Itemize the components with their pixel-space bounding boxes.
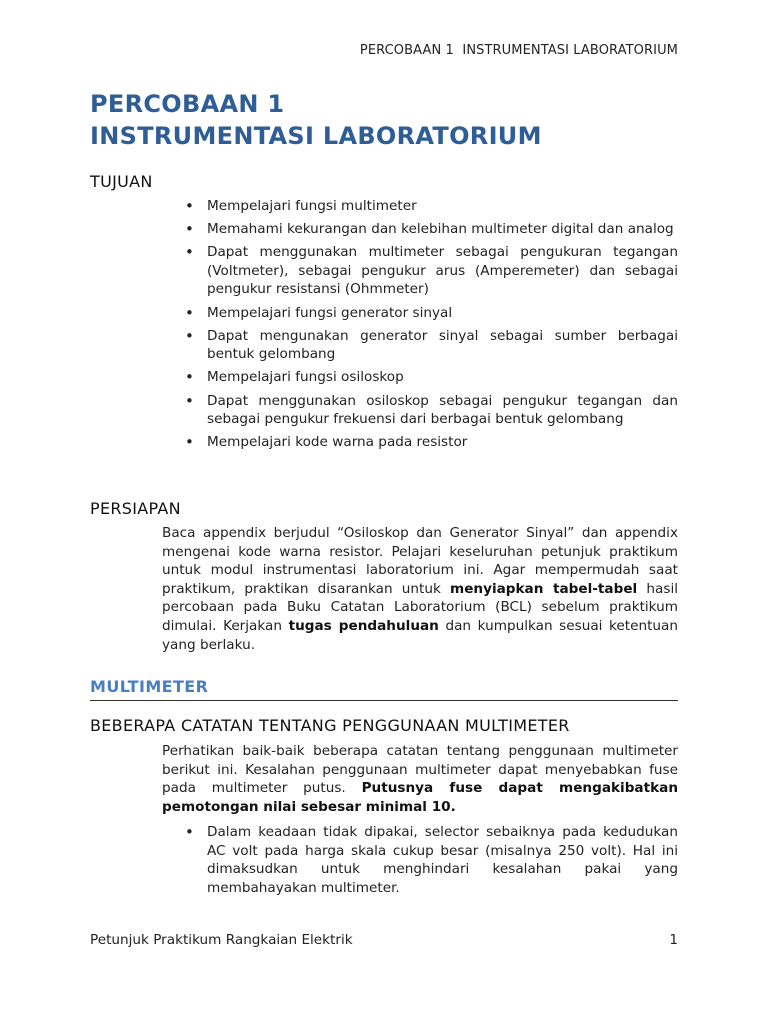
list-item: • Mempelajari fungsi generator sinyal — [183, 304, 678, 323]
multimeter-intro-paragraph — [162, 742, 678, 816]
title-line-2: INSTRUMENTASI LABORATORIUM — [90, 122, 542, 150]
multimeter-intro-bold: Putusnya fuse dapat mengakibatkan pemotongan nilai sebesar minimal 10. — [162, 780, 678, 815]
list-item: • Dalam keadaan tidak dipakai, selector sebaiknya pada kedudukan AC volt pada harga skala cukup besar (misalnya 250 volt). Hal ini dimaksudkan untuk menghindari kesalahan pakai yang membahayakan multimeter. — [183, 823, 678, 897]
tujuan-heading: TUJUAN — [90, 172, 153, 191]
section-divider — [90, 700, 678, 701]
persiapan-text-1: Baca appendix berjudul “Osiloskop dan Generator Sinyal” dan appendix mengenai kode warna resistor. Pelajari keseluruhan petunjuk praktikum untuk modul instrumentasi laboratorium ini. Agar mempermudah saat praktikum, praktikan disarankan untuk — [162, 525, 678, 597]
persiapan-text-2: hasil percobaan pada Buku Catatan Laboratorium (BCL) sebelum praktikum dimulai. Kerjakan — [162, 580, 678, 634]
multimeter-intro-text: Perhatikan baik-baik beberapa catatan tentang penggunaan multimeter berikut ini. Kesalahan penggunaan multimeter dapat menyebabkan fuse pada multimeter putus. — [162, 743, 678, 797]
persiapan-bold-2: tugas pendahuluan — [288, 617, 439, 634]
page-title — [90, 88, 690, 152]
list-item: • Memahami kekurangan dan kelebihan multimeter digital dan analog — [183, 220, 678, 239]
list-item: • Mempelajari kode warna pada resistor — [183, 433, 678, 452]
multimeter-subheading: BEBERAPA CATATAN TENTANG PENGGUNAAN MULTIMETER — [90, 716, 570, 735]
persiapan-heading: PERSIAPAN — [90, 499, 181, 518]
persiapan-paragraph — [162, 524, 678, 654]
persiapan-text-3: dan kumpulkan sesuai ketentuan yang berlaku. — [162, 617, 678, 653]
list-item: • Dapat mengunakan generator sinyal sebagai sumber berbagai bentuk gelombang — [183, 327, 678, 364]
multimeter-notes-list — [183, 823, 678, 897]
list-item: • Mempelajari fungsi multimeter — [183, 197, 678, 216]
page-number: 1 — [669, 932, 678, 948]
multimeter-section-title: MULTIMETER — [90, 677, 209, 696]
footer-title: Petunjuk Praktikum Rangkaian Elektrik — [90, 932, 353, 948]
list-item: • Dapat menggunakan osiloskop sebagai pengukur tegangan dan sebagai pengukur frekuensi dari berbagai bentuk gelombang — [183, 392, 678, 429]
running-header: PERCOBAAN 1 INSTRUMENTASI LABORATORIUM — [359, 43, 678, 58]
list-item: • Mempelajari fungsi osiloskop — [183, 368, 678, 387]
tujuan-list — [183, 197, 678, 457]
list-item: • Dapat menggunakan multimeter sebagai pengukuran tegangan (Voltmeter), sebagai pengukur arus (Amperemeter) dan sebagai pengukur resistansi (Ohmmeter) — [183, 243, 678, 299]
persiapan-bold-1: menyiapkan tabel-tabel — [450, 580, 638, 597]
title-line-1: PERCOBAAN 1 — [90, 90, 285, 118]
